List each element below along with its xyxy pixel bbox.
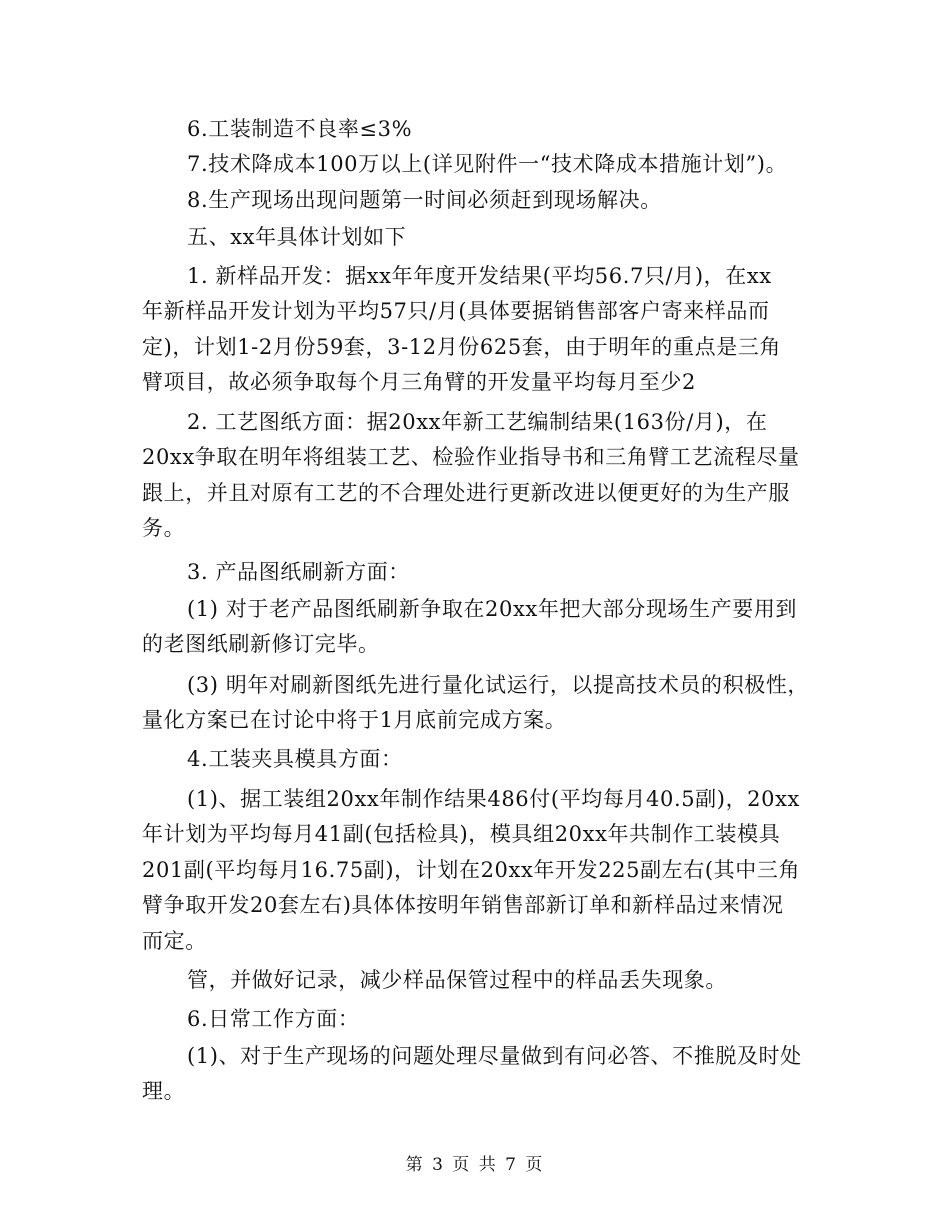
text-line: (1)、对于生产现场的问题处理尽量做到有问必答、不推脱及时处 bbox=[187, 1044, 802, 1068]
text-line: 6.日常工作方面： bbox=[187, 1007, 360, 1031]
text-line: 1. 新样品开发：据xx年年度开发结果(平均56.7只/月)，在xx bbox=[187, 264, 772, 288]
text-line: 6.工装制造不良率≤3% bbox=[187, 117, 413, 141]
text-line: 4.工装夹具模具方面： bbox=[187, 747, 403, 771]
text-line: 年计划为平均每月41副(包括检具)，模具组20xx年共制作工装模具 bbox=[142, 822, 781, 846]
text-line: (1)、据工装组20xx年制作结果486付(平均每月40.5副)，20xx bbox=[187, 787, 800, 811]
text-line: 跟上，并且对原有工艺的不合理处进行更新改进以便更好的为生产服 bbox=[142, 481, 790, 505]
section-heading: 五、xx年具体计划如下 bbox=[187, 225, 407, 249]
text-line: 管，并做好记录，减少样品保管过程中的样品丢失现象。 bbox=[187, 968, 727, 992]
text-line: 臂项目，故必须争取每个月三角臂的开发量平均每月至少2 bbox=[142, 370, 696, 394]
text-line: 7.技术降成本100万以上(详见附件一“技术降成本措施计划”)。 bbox=[187, 152, 788, 176]
text-line: 年新样品开发计划为平均57只/月(具体要据销售部客户寄来样品而 bbox=[142, 299, 770, 323]
text-line: 20xx争取在明年将组装工艺、检验作业指导书和三角臂工艺流程尽量 bbox=[142, 445, 800, 469]
text-line: (3) 明年对刷新图纸先进行量化试运行，以提高技术员的积极性， bbox=[187, 673, 810, 697]
text-line: 量化方案已在讨论中将于1月底前完成方案。 bbox=[142, 708, 567, 732]
text-line: 3. 产品图纸刷新方面： bbox=[187, 560, 410, 584]
text-line: 臂争取开发20套左右)具体体按明年销售部新订单和新样品过来情况 bbox=[142, 893, 784, 917]
page-number-footer: 第 3 页 共 7 页 bbox=[405, 1155, 545, 1175]
text-line: 8.生产现场出现问题第一时间必须赶到现场解决。 bbox=[187, 188, 662, 212]
text-line: (1) 对于老产品图纸刷新争取在20xx年把大部分现场生产要用到 bbox=[187, 597, 798, 621]
text-line: 201副(平均每月16.75副)，计划在20xx年开发225副左右(其中三角 bbox=[142, 858, 801, 882]
text-line: 的老图纸刷新修订完毕。 bbox=[142, 632, 380, 656]
text-line: 而定。 bbox=[142, 929, 207, 953]
text-line: 定)，计划1-2月份59套，3-12月份625套，由于明年的重点是三角 bbox=[142, 335, 781, 359]
text-line: 务。 bbox=[142, 516, 186, 540]
text-line: 2. 工艺图纸方面：据20xx年新工艺编制结果(163份/月)，在 bbox=[187, 410, 768, 434]
text-line: 理。 bbox=[142, 1079, 186, 1103]
